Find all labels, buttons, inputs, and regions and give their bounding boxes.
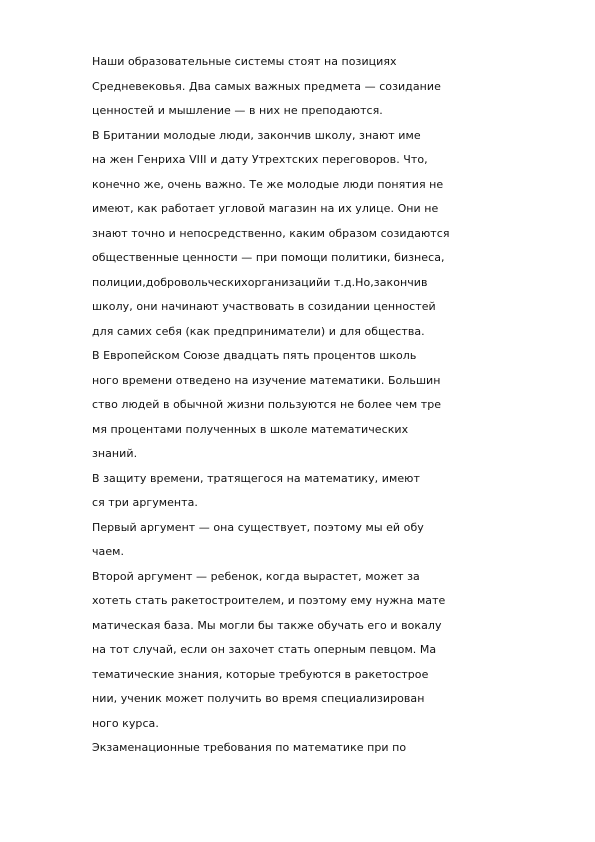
text-line: школу, они начинают участвовать в созидании ценностей xyxy=(92,300,436,313)
text-line: ценностей и мышление — в них не преподаются. xyxy=(92,104,383,117)
text-line: полиции,добровольческихорганизацийи т.д.Но,закончив xyxy=(92,275,428,289)
text-line: хотеть стать ракетостроителем, и поэтому ему нужна мате xyxy=(92,594,446,607)
text-line: матическая база. Мы могли бы также обучать его и вокалу xyxy=(92,618,442,632)
text-line: конечно же, очень важно. Те же молодые люди понятия не xyxy=(92,177,444,191)
text-line: общественные ценности — при помощи политики, бизнеса, xyxy=(92,251,445,264)
text-line: В Европейском Союзе двадцать пять процентов школь xyxy=(92,349,417,362)
text-line: В Британии молодые люди, закончив школу, знают име xyxy=(92,128,421,142)
text-line: Первый аргумент — она существует, поэтому мы ей обу xyxy=(92,520,424,534)
text-line: тематические знания, которые требуются в ракетострое xyxy=(92,667,429,681)
text-line: Средневековья. Два самых важных предмета — созидание xyxy=(92,79,441,93)
text-line: на тот случай, если он захочет стать оперным певцом. Ма xyxy=(92,643,437,656)
text-line: В защиту времени, тратящегося на математику, имеют xyxy=(92,471,420,485)
text-line: ство людей в обычной жизни пользуются не более чем тре xyxy=(92,398,442,411)
text-line: знаний. xyxy=(92,447,138,460)
text-line: Экзаменационные требования по математике при по xyxy=(92,741,407,754)
text-line: ного времени отведено на изучение математики. Большин xyxy=(92,373,441,387)
text-line: для самих себя (как предприниматели) и для общества. xyxy=(92,324,425,338)
text-line: ного курса. xyxy=(92,716,159,730)
text-line: знают точно и непосредственно, каким образом созидаются xyxy=(92,226,450,240)
text-line: на жен Генриха VIII и дату Утрехтских переговоров. Что, xyxy=(92,153,428,166)
text-line: чаем. xyxy=(92,545,125,558)
text-line: мя процентами полученных в школе математических xyxy=(92,422,409,436)
text-line: ся три аргумента. xyxy=(92,496,198,509)
text-line: имеют, как работает угловой магазин на их улице. Они не xyxy=(92,202,439,215)
text-line: нии, ученик может получить во время специализирован xyxy=(92,692,425,705)
text-line: Наши образовательные системы стоят на позициях xyxy=(92,55,397,68)
text-line: Второй аргумент — ребенок, когда вырастет, может за xyxy=(92,569,420,583)
document-body-text xyxy=(92,50,562,761)
